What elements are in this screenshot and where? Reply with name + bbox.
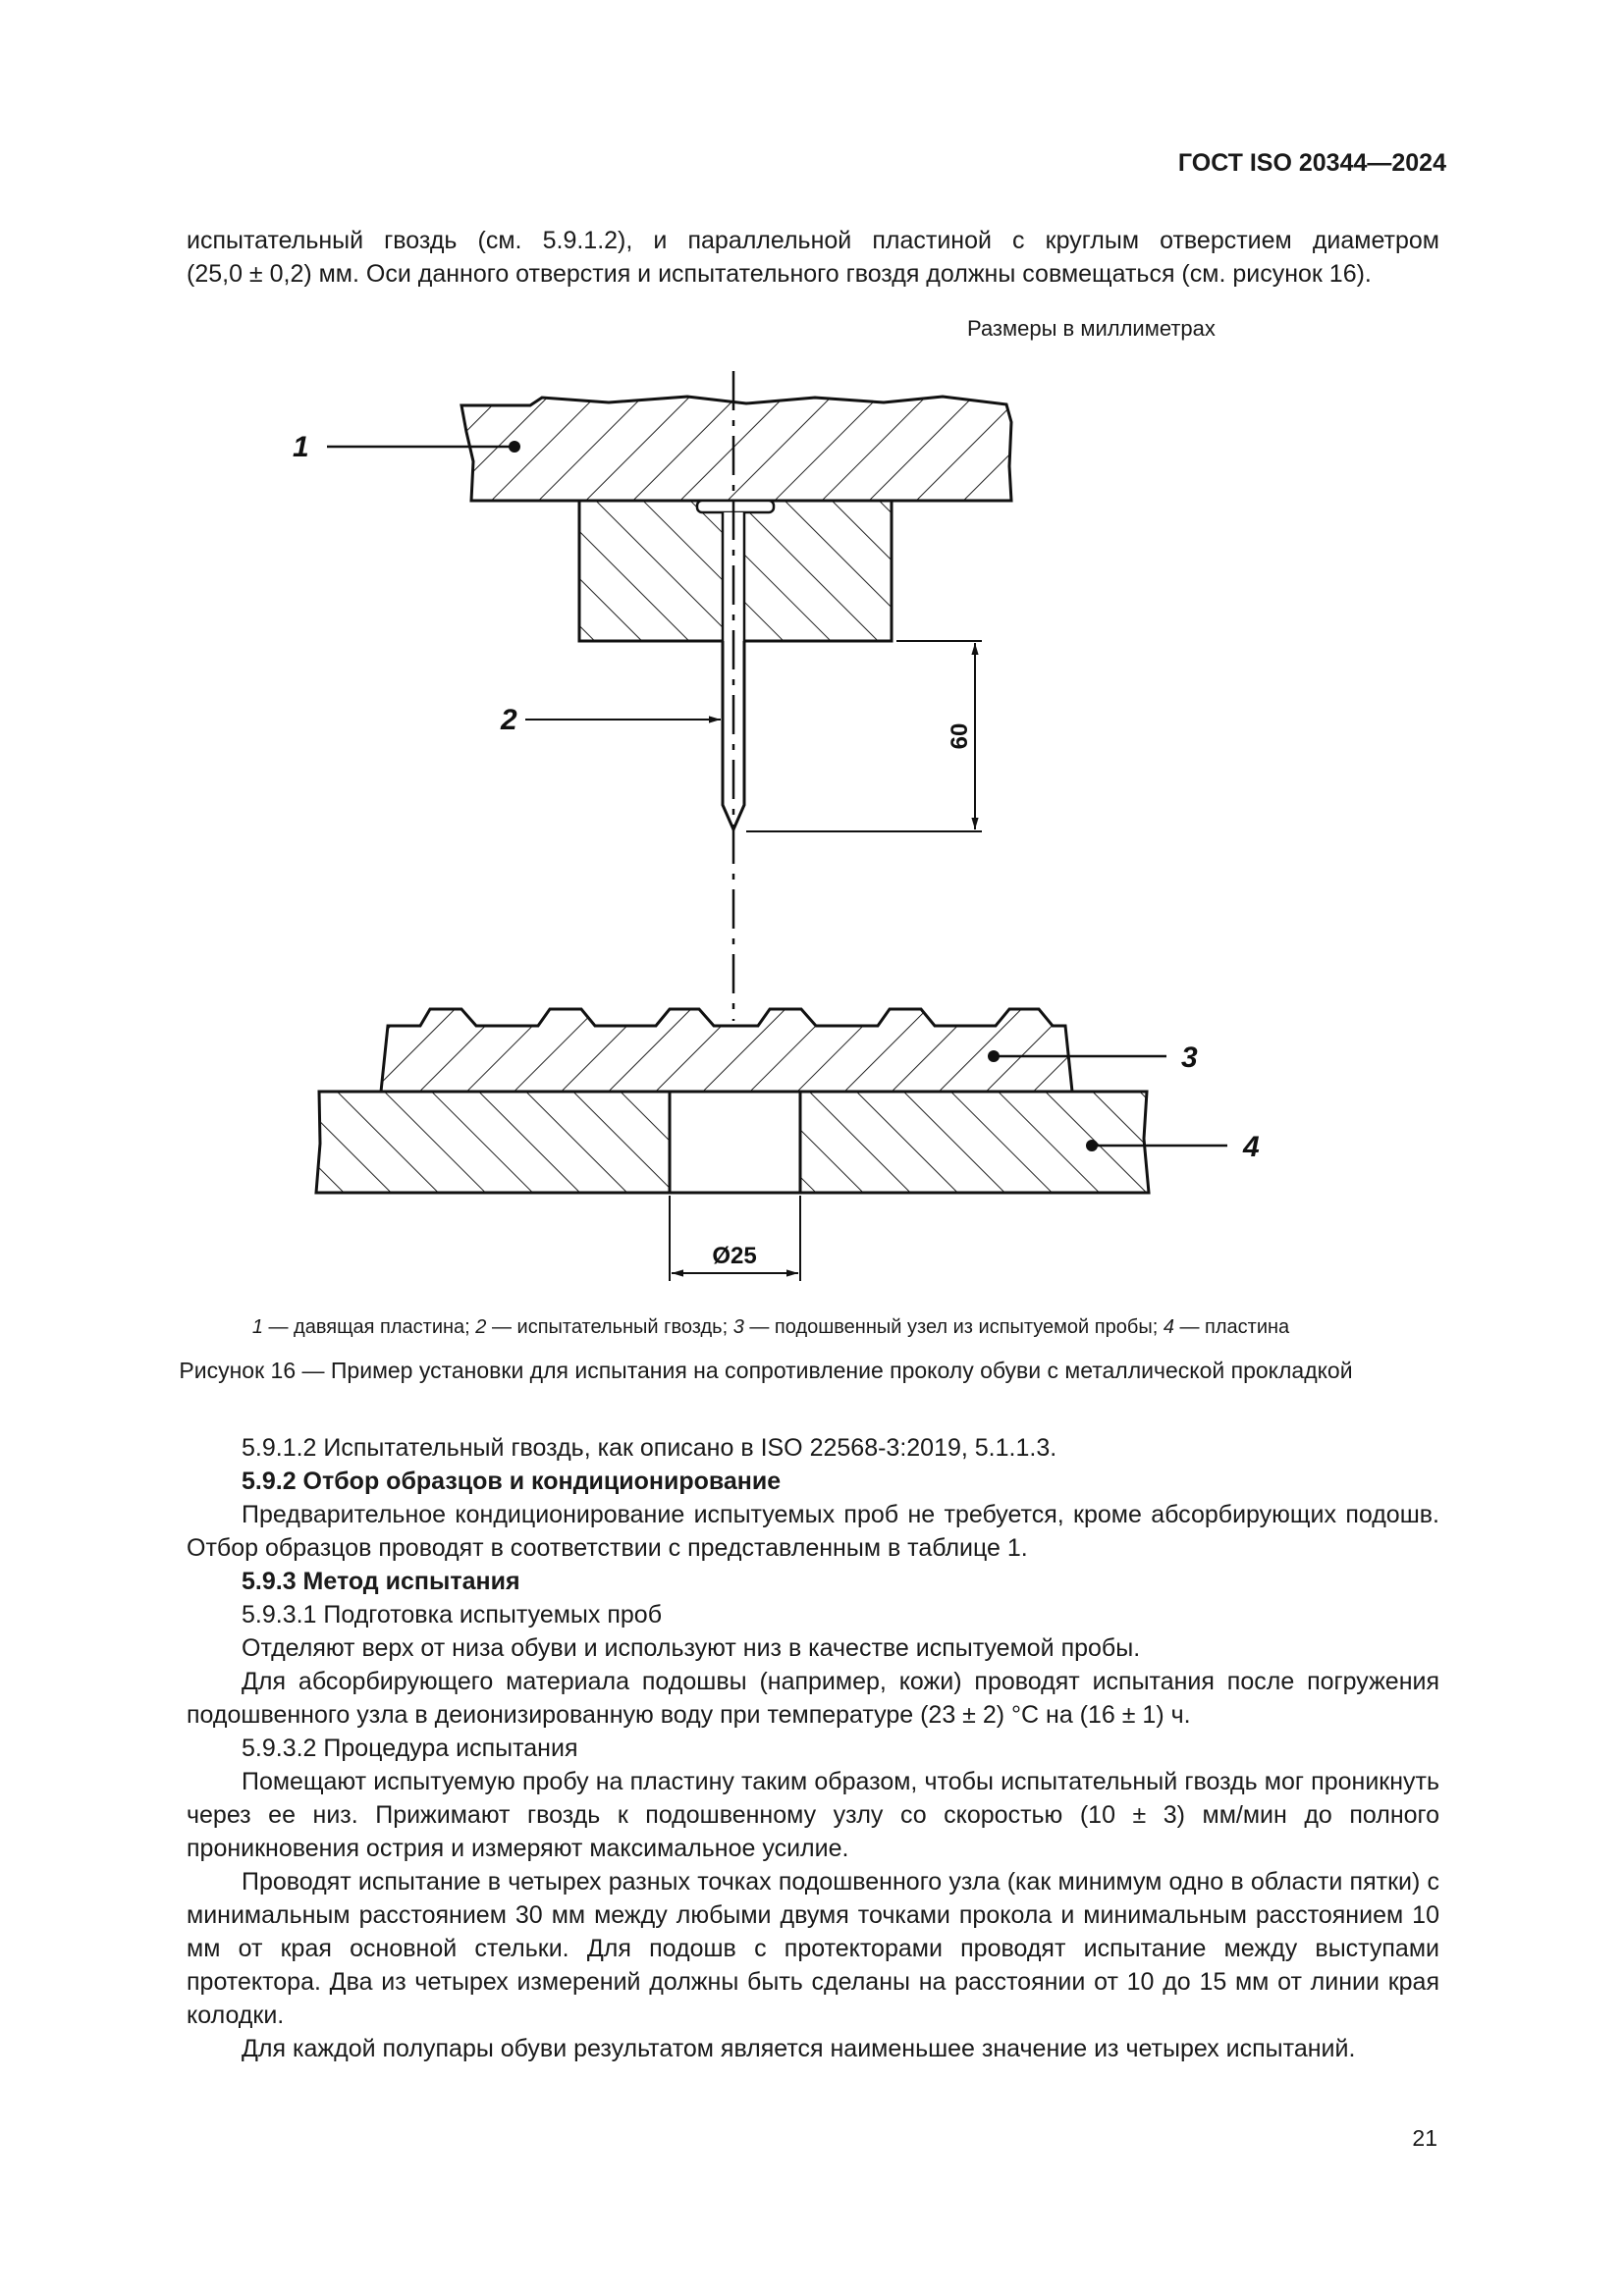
para-5-9-2: Предварительное кондиционирование испытуемых проб не требуется, кроме абсорбирующих подошв. Отбор образцов проводят в соответствии с представленным в таблице 1. xyxy=(187,1501,1439,1562)
heading-5-9-3: 5.9.3 Метод испытания xyxy=(242,1568,520,1595)
para-5-9-1-2: 5.9.1.2 Испытательный гвоздь, как описано в ISO 22568-3:2019, 5.1.1.3. xyxy=(242,1434,1057,1462)
figure-legend: 1 — давящая пластина; 2 — испытательный гвоздь; 3 — подошвенный узел из испытуемой пробы; 4 — пластина xyxy=(251,1316,1290,1338)
intro-line-2: (25,0 ± 0,2) мм. Оси данного отверстия и испытательного гвоздя должны совмещаться (см. рисунок 16). xyxy=(187,260,1372,288)
page-number: 21 xyxy=(1412,2125,1437,2151)
callout-3: 3 xyxy=(1181,1041,1198,1074)
callout-2: 2 xyxy=(501,704,517,736)
intro-line-1: испытательный гвоздь (см. 5.9.1.2), и параллельной пластиной с круглым отверстием диаметром xyxy=(187,227,1439,254)
section-content xyxy=(187,1431,1439,2065)
pressing-plate xyxy=(461,397,1011,501)
para-5-9-3-2-a: Помещают испытуемую пробу на пластину таким образом, чтобы испытательный гвоздь мог проникнуть через ее низ. Прижимают гвоздь к подошвенному узлу со скоростью (10 ± 3) мм/мин до полного проникновения острия и измеряют максимальное усилие. xyxy=(187,1768,1439,1862)
para-5-9-3-2: 5.9.3.2 Процедура испытания xyxy=(242,1735,578,1762)
dimension-25-label: Ø25 xyxy=(712,1243,757,1269)
para-5-9-3-2-b: Проводят испытание в четырех разных точках подошвенного узла (как минимум одно в области пятки) с минимальным расстоянием 30 мм между любыми двумя точками прокола и минимальным расстоянием 10 мм от края основной стельки. Для подошв с протекторами проводят испытание между выступами протектора. Два из четырех измерений должны быть сделаны на расстоянии от 10 до 15 мм от линии края колодки. xyxy=(187,1868,1439,2029)
para-5-9-3-1: 5.9.3.1 Подготовка испытуемых проб xyxy=(242,1601,663,1629)
document-header: ГОСТ ISO 20344—2024 xyxy=(1177,149,1446,177)
units-note: Размеры в миллиметрах xyxy=(967,316,1216,341)
heading-5-9-2: 5.9.2 Отбор образцов и кондиционирование xyxy=(242,1468,782,1495)
para-5-9-3-2-c: Для каждой полупары обуви результатом является наименьшее значение из четырех испытаний. xyxy=(242,2035,1356,2062)
sole-unit xyxy=(381,1009,1072,1092)
para-5-9-3-1-b: Для абсорбирующего материала подошвы (например, кожи) проводят испытания после погружения подошвенного узла в деионизированную воду при температуре (23 ± 2) °C на (16 ± 1) ч. xyxy=(187,1668,1439,1729)
nail-head-recess xyxy=(697,501,774,512)
callout-4: 4 xyxy=(1243,1131,1260,1163)
callout-1: 1 xyxy=(293,431,309,463)
dimension-60-label: 60 xyxy=(947,722,973,750)
para-5-9-3-1-a: Отделяют верх от низа обуви и используют низ в качестве испытуемой пробы. xyxy=(242,1634,1141,1662)
figure-caption: Рисунок 16 — Пример установки для испытания на сопротивление проколу обуви с металлической прокладкой xyxy=(179,1358,1353,1383)
plate-hole xyxy=(670,1092,800,1193)
